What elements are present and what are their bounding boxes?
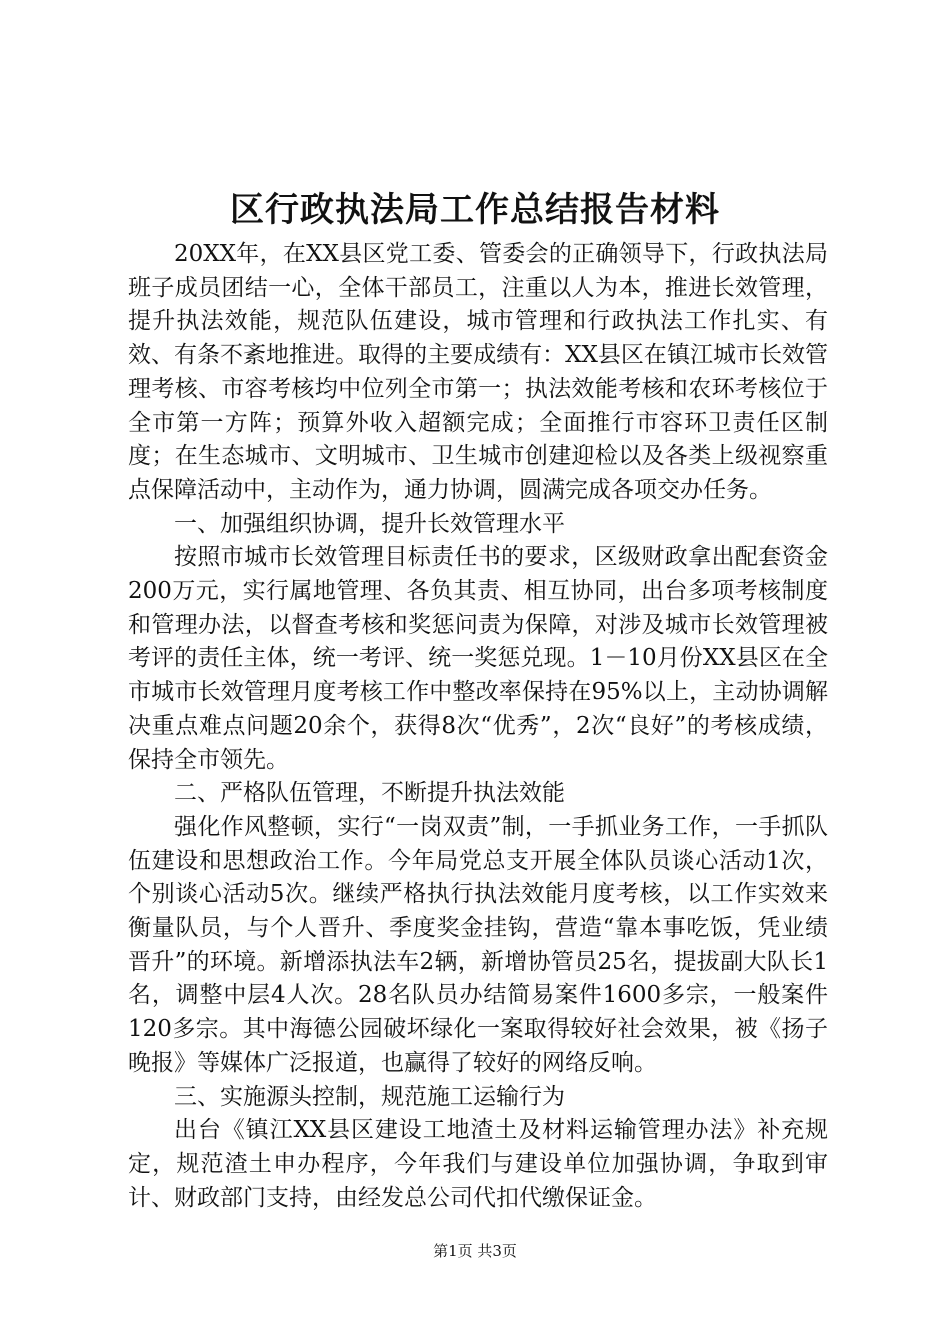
document-body [128,238,828,1215]
document-title: 区行政执法局工作总结报告材料 [230,190,720,230]
paragraph-section-1: 按照市城市长效管理目标责任书的要求，区级财政拿出配套资金200万元，实行属地管理、各负其责、相互协同，出台多项考核制度和管理办法，以督查考核和奖惩问责为保障，对涉及城市长效管理被考评的责任主体，统一考评、统一奖惩兑现。1－10月份XX县区在全市城市长效管理月度考核工作中整改率保持在95%以上，主动协调解决重点难点问题20余个，获得8次“优秀”，2次“良好”的考核成绩，保持全市领先。 [128,544,828,773]
section-heading-3: 三、实施源头控制，规范施工运输行为 [174,1083,565,1110]
paragraph-section-2: 强化作风整顿，实行“一岗双责”制，一手抓业务工作，一手抓队伍建设和思想政治工作。今年局党总支开展全体队员谈心活动1次，个别谈心活动5次。继续严格执行执法效能月度考核，以工作实效来衡量队员，与个人晋升、季度奖金挂钩，营造“靠本事吃饭，凭业绩晋升”的环境。新增添执法车2辆，新增协管员25名，提拔副大队长1名，调整中层4人次。28名队员办结简易案件1600多宗，一般案件120多宗。其中海德公园破坏绿化一案取得较好社会效果，被《扬子晚报》等媒体广泛报道，也赢得了较好的网络反响。 [128,813,828,1076]
page-number-footer: 第1页 共3页 [433,1242,517,1260]
paragraph-section-3: 出台《镇江XX县区建设工地渣土及材料运输管理办法》补充规定，规范渣土申办程序，今年我们与建设单位加强协调，争取到审计、财政部门支持，由经发总公司代扣代缴保证金。 [128,1117,828,1211]
section-heading-1: 一、加强组织协调，提升长效管理水平 [174,510,565,537]
section-heading-2: 二、严格队伍管理，不断提升执法效能 [174,780,565,807]
paragraph-intro: 20XX年，在XX县区党工委、管委会的正确领导下，行政执法局班子成员团结一心，全体干部员工，注重以人为本，推进长效管理，提升执法效能，规范队伍建设，城市管理和行政执法工作扎实、有效、有条不紊地推进。取得的主要成绩有：XX县区在镇江城市长效管理考核、市容考核均中位列全市第一；执法效能考核和农环考核位于全市第一方阵；预算外收入超额完成；全面推行市容环卫责任区制度；在生态城市、文明城市、卫生城市创建迎检以及各类上级视察重点保障活动中，主动作为，通力协调，圆满完成各项交办任务。 [128,241,828,503]
